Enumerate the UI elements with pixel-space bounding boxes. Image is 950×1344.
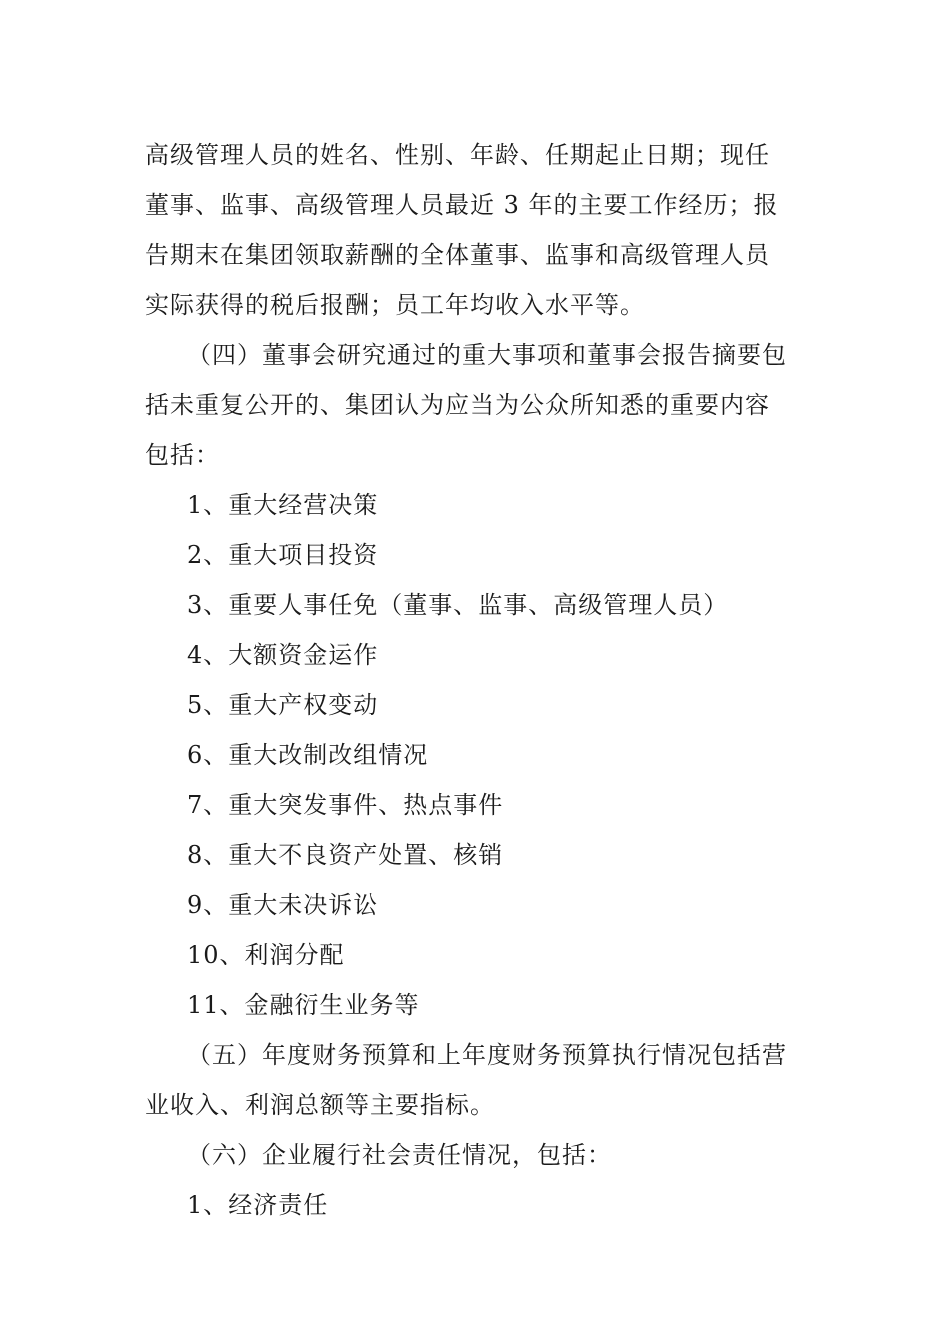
text-line: 告期末在集团领取薪酬的全体董事、监事和高级管理人员 <box>145 241 770 269</box>
text-line: 括未重复公开的、集团认为应当为公众所知悉的重要内容 <box>145 391 770 419</box>
list-item: 7、重大突发事件、热点事件 <box>187 791 504 819</box>
section-heading-six: （六）企业履行社会责任情况，包括： <box>187 1141 612 1169</box>
list-item: 1、经济责任 <box>187 1191 329 1219</box>
list-item: 2、重大项目投资 <box>187 541 379 569</box>
text-line: 实际获得的税后报酬；员工年均收入水平等。 <box>145 291 645 319</box>
list-item: 4、大额资金运作 <box>187 641 379 669</box>
list-item: 6、重大改制改组情况 <box>187 741 429 769</box>
list-item: 10、利润分配 <box>187 941 345 969</box>
text-line: 董事、监事、高级管理人员最近 3 年的主要工作经历；报 <box>145 191 779 219</box>
list-item: 3、重要人事任免（董事、监事、高级管理人员） <box>187 591 729 619</box>
text-line: 包括： <box>145 441 220 469</box>
section-heading-five: （五）年度财务预算和上年度财务预算执行情况包括营 <box>187 1041 787 1069</box>
list-item: 1、重大经营决策 <box>187 491 379 519</box>
list-item: 11、金融衍生业务等 <box>187 991 420 1019</box>
list-item: 9、重大未决诉讼 <box>187 891 379 919</box>
text-line: 高级管理人员的姓名、性别、年龄、任期起止日期；现任 <box>145 141 770 169</box>
document-body <box>145 130 805 1230</box>
text-line: 业收入、利润总额等主要指标。 <box>145 1091 495 1119</box>
list-item: 8、重大不良资产处置、核销 <box>187 841 504 869</box>
section-heading-four: （四）董事会研究通过的重大事项和董事会报告摘要包 <box>187 341 787 369</box>
list-item: 5、重大产权变动 <box>187 691 379 719</box>
